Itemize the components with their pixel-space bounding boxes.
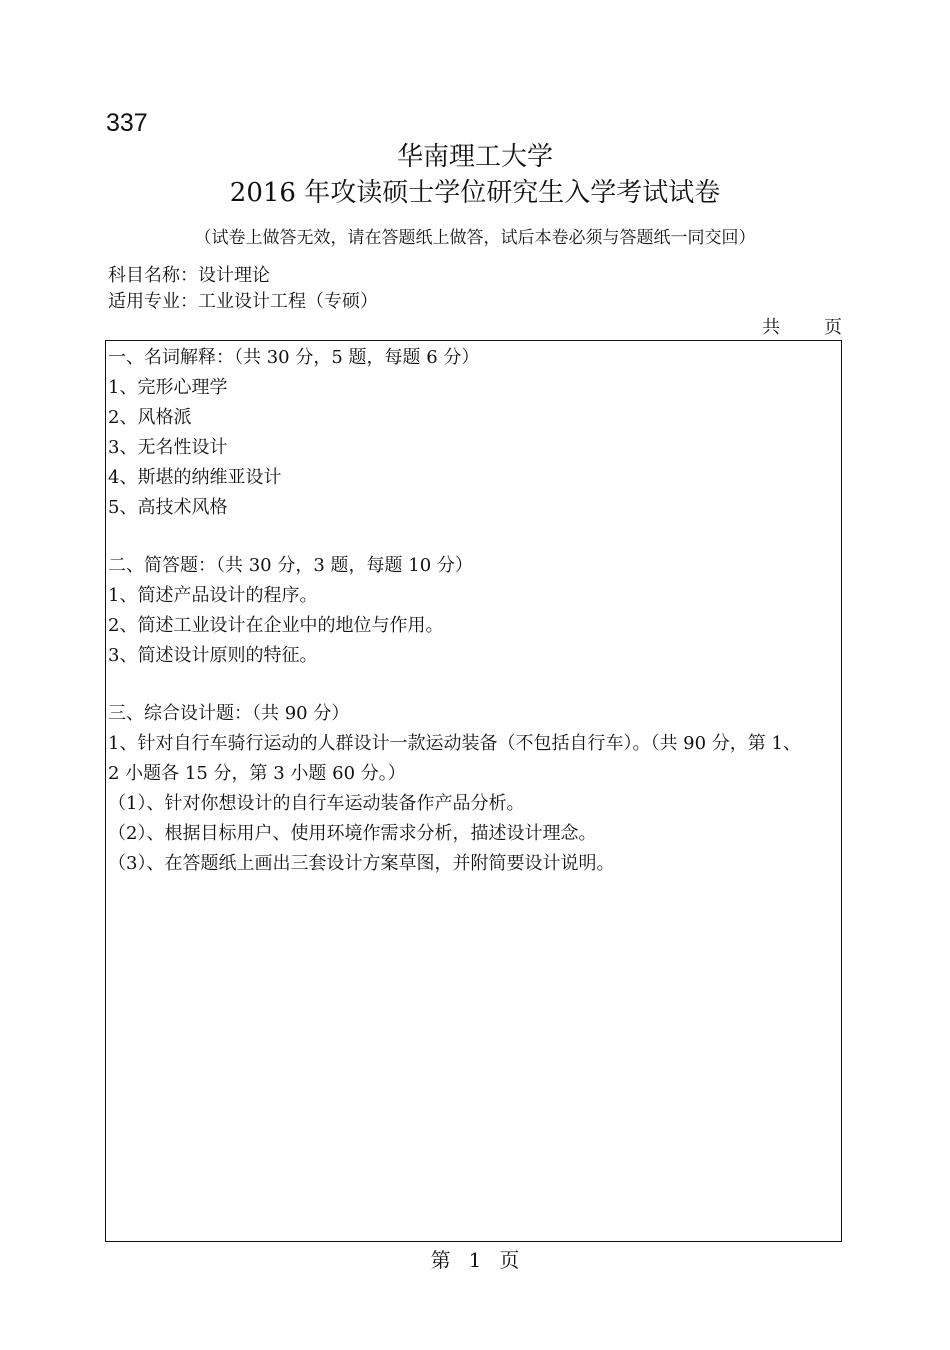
page-number: 1 <box>468 1248 482 1272</box>
applicable-major: 适用专业：工业设计工程（专硕） <box>108 291 378 312</box>
school-name: 华南理工大学 <box>396 142 553 172</box>
footer-suffix: 页 <box>499 1248 520 1272</box>
question-line: 2 小题各 15 分，第 3 小题 60 分。） <box>108 763 406 784</box>
section-spacer <box>108 671 841 699</box>
question-line: 2、风格派 <box>108 407 192 428</box>
section-heading: 一、名词解释：（共 30 分，5 题，每题 6 分） <box>108 347 480 368</box>
question-line: （1）、针对你想设计的自行车运动装备作产品分析。 <box>108 793 525 814</box>
total-pages-suffix: 页 <box>824 317 842 338</box>
footer-prefix: 第 <box>430 1248 451 1272</box>
question-line: 4、斯堪的纳维亚设计 <box>108 467 282 488</box>
question-line: 5、高技术风格 <box>108 497 228 518</box>
section-spacer <box>108 523 841 551</box>
question-box <box>105 340 842 1242</box>
question-line: （2）、根据目标用户、使用环境作需求分析，描述设计理念。 <box>108 823 597 844</box>
question-line: 1、简述产品设计的程序。 <box>108 585 318 606</box>
exam-title: 2016 年攻读硕士学位研究生入学考试试卷 <box>229 178 721 208</box>
section-heading: 二、简答题：（共 30 分，3 题，每题 10 分） <box>108 555 473 576</box>
total-pages <box>762 316 842 340</box>
subject-name: 科目名称：设计理论 <box>108 265 270 286</box>
total-pages-prefix: 共 <box>762 317 780 338</box>
question-line: （3）、在答题纸上画出三套设计方案草图，并附简要设计说明。 <box>108 853 615 874</box>
question-line: 1、针对自行车骑行运动的人群设计一款运动装备（不包括自行车）。（共 90 分，第 1、 <box>108 733 801 754</box>
section-heading: 三、综合设计题：（共 90 分） <box>108 703 350 724</box>
question-line: 1、完形心理学 <box>108 377 228 398</box>
question-line: 3、简述设计原则的特征。 <box>108 645 318 666</box>
exam-code: 337 <box>106 109 148 137</box>
question-line: 3、无名性设计 <box>108 437 228 458</box>
question-line: 2、简述工业设计在企业中的地位与作用。 <box>108 615 444 636</box>
exam-notice: （试卷上做答无效，请在答题纸上做答，试后本卷必须与答题纸一同交回） <box>194 228 756 248</box>
page-footer <box>0 1246 950 1274</box>
